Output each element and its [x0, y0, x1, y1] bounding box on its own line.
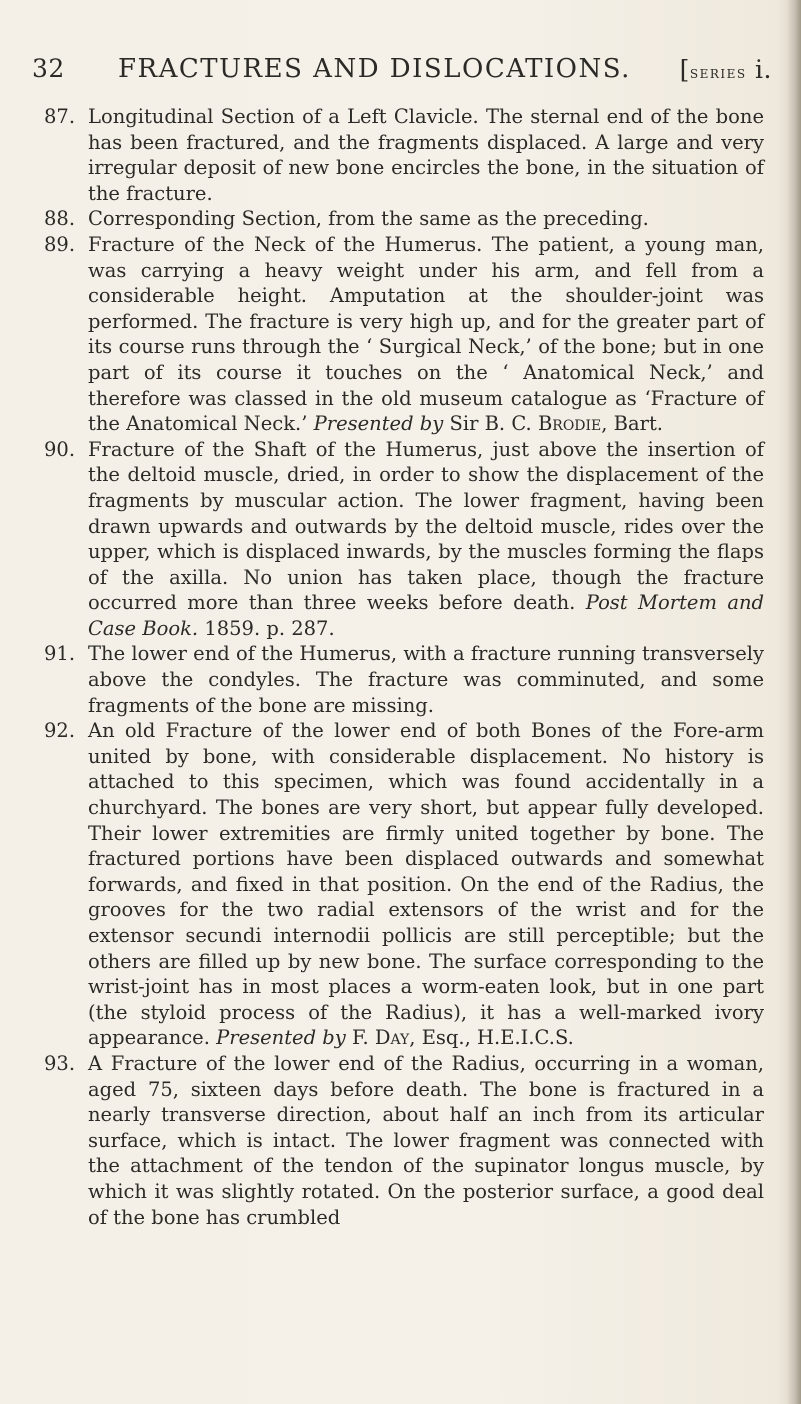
catalogue-entry [44, 104, 764, 206]
page-binding-edge [787, 0, 801, 1404]
entry-number: 93. [44, 1051, 76, 1075]
entry-text [88, 641, 764, 718]
catalogue-entry [44, 641, 764, 718]
page-number: 32 [32, 54, 65, 83]
italic-text: Presented by [216, 1026, 346, 1050]
catalogue-entry [44, 718, 764, 1051]
catalogue-entry [44, 437, 764, 642]
entry-text-run: F. [345, 1026, 375, 1050]
entry-number: 87. [44, 105, 76, 128]
entry-text [88, 718, 764, 1051]
catalogue-entry [44, 1051, 764, 1230]
entry-text-run: Fracture of the Neck of the Humerus. The patient, a young man, was carrying a heavy weight under his arm, and fell from a considerable height. Amputation at the shoulder-joint was performed. The fracture is very high up, and for the greater part of its course runs through the ‘ Surgical Neck,’ of the bone; but in one part of its course it touches on the ‘ Anatomical Neck,’ and therefore was classed in the old museum catalogue as ‘Fracture of the Anatomical Neck.’ [88, 232, 764, 436]
catalogue-entry [44, 232, 764, 437]
entry-number: 91. [44, 642, 76, 666]
entry-text-run: , Bart. [601, 412, 663, 436]
running-title: FRACTURES AND DISLOCATIONS. [118, 54, 631, 84]
entry-text-run: Sir B. C. [443, 412, 538, 436]
italic-text: Presented by [313, 412, 444, 436]
entry-text-run: 1859. p. 287. [198, 616, 335, 640]
italic-text: Post Mortem and Case Book. [88, 591, 765, 640]
entry-text [88, 1051, 764, 1230]
series-word: series [689, 63, 747, 83]
small-caps-name: Brodie [537, 412, 602, 436]
entry-text [88, 104, 764, 206]
entry-text [88, 206, 764, 232]
entry-text [88, 232, 764, 437]
entry-text-run: The lower end of the Humerus, with a fracture running transversely above the condyles. The fracture was comminuted, and some fragments of the bone are missing. [88, 642, 764, 717]
entry-text-run: An old Fracture of the lower end of both Bones of the Fore-arm united by bone, with considerable displacement. No history is attached to this specimen, which was found accidentally in a churchyard. The bones are very short, but appear fully developed. Their lower extremities are firmly united together by bone. The fractured portions have been displaced outwards and somewhat forwards, and fixed in that position. On the end of the Radius, the grooves for the two radial extensors of the wrist and for the extensor secundi internodii pollicis are still perceptible; but the others are filled up by new bone. The surface corresponding to the wrist-joint has in most places a worm-eaten look, but in one part (the styloid process of the Radius), it has a well-marked ivory appearance. [88, 719, 764, 1050]
entry-text-run: Corresponding Section, from the same as the preceding. [88, 207, 649, 231]
series-bracket: [ [679, 55, 690, 84]
entry-number: 88. [44, 207, 76, 231]
entry-text-run: A Fracture of the lower end of the Radius, occurring in a woman, aged 75, sixteen days before death. The bone is fractured in a nearly transverse direction, about half an inch from its articular surface, which is intact. The lower fragment was connected with the attachment of the tendon of the supinator longus muscle, by which it was slightly rotated. On the posterior surface, a good deal of the bone has crumbled [88, 1051, 764, 1229]
catalogue-entry [44, 206, 764, 232]
entry-number: 92. [44, 719, 76, 743]
entry-text [88, 437, 764, 642]
entry-number: 89. [44, 232, 76, 256]
series-number: i. [746, 55, 772, 84]
entry-text-run: Longitudinal Section of a Left Clavicle. The sternal end of the bone has been fractured, and the fragments displaced. A large and very irregular deposit of new bone encircles the bone, in the situation of the fracture. [88, 105, 764, 205]
series-label [680, 55, 772, 84]
page-header [32, 54, 772, 88]
catalogue-entries [44, 104, 764, 1230]
entry-number: 90. [44, 437, 76, 461]
small-caps-name: Day [374, 1026, 410, 1050]
entry-text-run: Fracture of the Shaft of the Humerus, just above the insertion of the deltoid muscle, dried, in order to show the displacement of the fragments by muscular action. The lower fragment, having been drawn upwards and outwards by the deltoid muscle, rides over the upper, which is displaced inwards, by the muscles forming the flaps of the axilla. No union has taken place, though the fracture occurred more than three weeks before death. [88, 437, 764, 615]
entry-text-run: , Esq., H.E.I.C.S. [409, 1026, 574, 1050]
